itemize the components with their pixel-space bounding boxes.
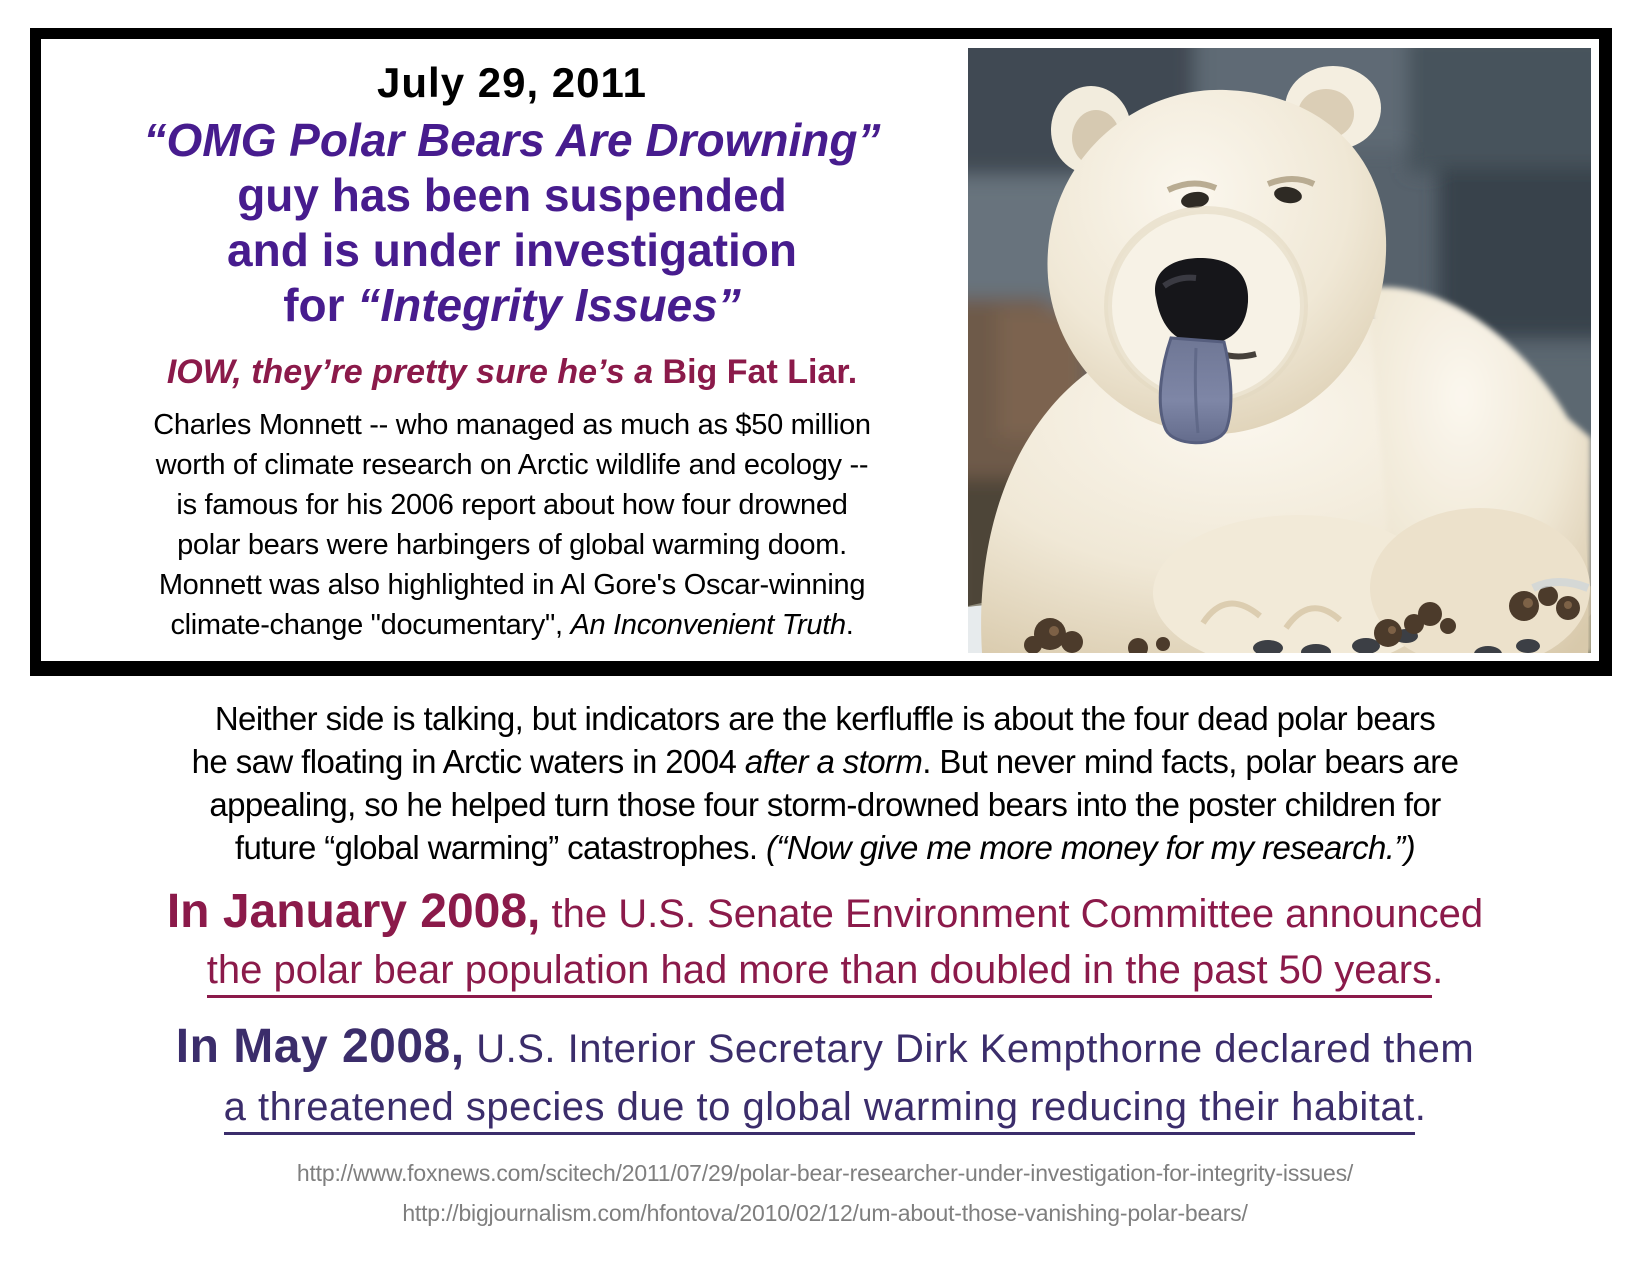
january-2008-lead: In January 2008,	[166, 885, 541, 938]
may-2008-lead: In May 2008,	[175, 1020, 465, 1073]
may-2008-underlined: a threatened species due to global warming reducing their habitat	[224, 1085, 1415, 1135]
source-url-bigjournalism: http://bigjournalism.com/hfontova/2010/02/12/um-about-those-vanishing-polar-bears/	[402, 1200, 1248, 1226]
headline-text-column	[47, 39, 977, 645]
polar-bear-photo	[968, 48, 1591, 653]
headline-line-4: for “Integrity Issues”	[283, 279, 741, 331]
may-2008-statement: In May 2008, U.S. Interior Secretary Dirk Kempthorne declared them a threatened species due to global warming reducing their habitat.	[0, 1018, 1650, 1136]
date-line: July 29, 2011	[377, 59, 647, 106]
polar-bear-illustration	[968, 48, 1591, 653]
subhead: IOW, they’re pretty sure he’s a Big Fat Liar.	[166, 353, 858, 391]
headline-line-1: “OMG Polar Bears Are Drowning”	[143, 114, 881, 166]
january-2008-statement: In January 2008, the U.S. Senate Environment Committee announced the polar bear population had more than doubled in the past 50 years.	[0, 884, 1650, 998]
headline	[47, 113, 977, 333]
headline-line-2: guy has been suspended	[237, 169, 787, 221]
monnett-paragraph: Charles Monnett -- who managed as much as $50 million worth of climate research on Arctic wildlife and ecology -- is famous for his 2006 report about how four drowned polar bears were harbingers of global warming doom. Monnett was also highlighted in Al Gore's Oscar-winning climate-change "documentary", An Inconvenient Truth.	[153, 409, 871, 641]
kerfluffle-paragraph: Neither side is talking, but indicators are the kerfluffle is about the four dead polar bears he saw floating in Arctic waters in 2004 after a storm. But never mind facts, polar bears are appealing, so he helped turn those four storm-drowned bears into the poster children for future “global warming” catastrophes. (“Now give me more money for my research.”)	[191, 700, 1459, 866]
january-2008-underlined: the polar bear population had more than doubled in the past 50 years	[207, 948, 1432, 998]
headline-line-3: and is under investigation	[227, 224, 797, 276]
headline-box	[30, 28, 1612, 676]
source-url-foxnews: http://www.foxnews.com/scitech/2011/07/29/polar-bear-researcher-under-investigation-for-integrity-issues/	[296, 1160, 1354, 1186]
source-urls	[0, 1153, 1650, 1233]
